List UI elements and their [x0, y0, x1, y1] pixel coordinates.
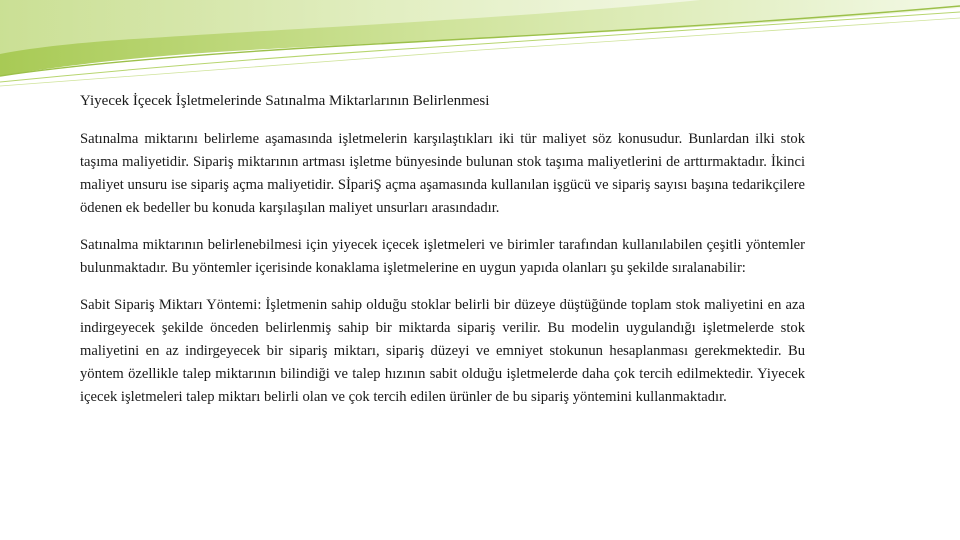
decorative-green-banner — [0, 0, 960, 90]
paragraph-3: Sabit Sipariş Miktarı Yöntemi: İşletmenin sahip olduğu stoklar belirli bir düzeye düştüğünde toplam stok maliyetini en aza indirgeyecek şekilde önceden belirlenmiş sahip bir miktarda sipariş verilir. Bu modelin uygulandığı işletmelerde stok maliyetini en az indirgeyecek bir sipariş miktarı, sipariş düzeyi ve emniyet stokunun hesaplanması gerekmektedir. Bu yöntem özellikle talep miktarının bilindiği ve talep hızının sabit olduğu işletmelerde daha çok tercih edilmektedir. Yiyecek içecek işletmeleri talep miktarı belirli olan ve çok tercih edilen ürünler de bu sipariş yöntemini kullanmaktadır. — [80, 297, 805, 405]
paragraph-2: Satınalma miktarının belirlenebilmesi için yiyecek içecek işletmeleri ve birimler tarafından kullanılabilen çeşitli yöntemler bulunmaktadır. Bu yöntemler içerisinde konaklama işletmelerine en uygun yapıda olanları şu şekilde sıralanabilir: — [80, 237, 805, 276]
slide-title: Yiyecek İçecek İşletmelerinde Satınalma Miktarlarının Belirlenmesi — [80, 93, 490, 109]
slide-content — [80, 90, 805, 423]
paragraph-1: Satınalma miktarını belirleme aşamasında işletmelerin karşılaştıkları iki tür maliyet söz konusudur. Bunlardan ilki stok taşıma maliyetidir. Sipariş miktarının artması işletme bünyesinde bulunan stok taşıma maliyetlerini de arttırmaktadır. İkinci maliyet unsuru ise sipariş açma maliyetidir. SİpariŞ açma aşamasında kullanılan işgücü ve sipariş sayısı başına tedarikçilere ödenen ek bedeller bu konuda karşılaşılan maliyet unsurları arasındadır. — [80, 131, 805, 216]
